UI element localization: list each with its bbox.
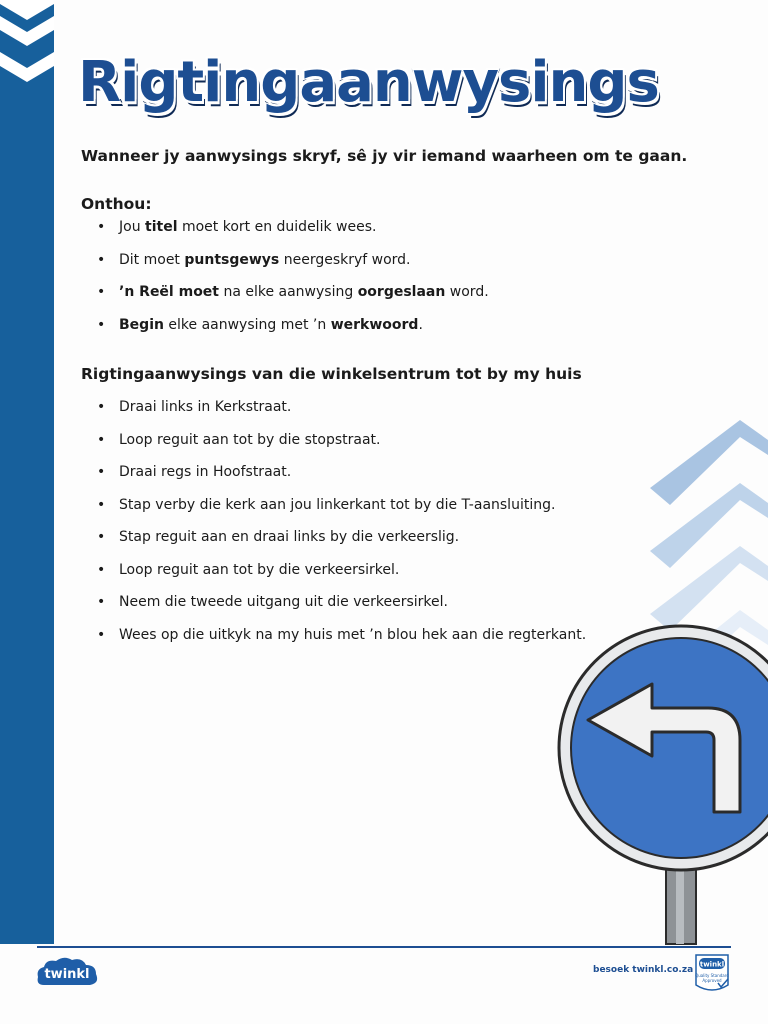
- badge-line1: Quality Standard: [695, 973, 729, 978]
- left-turn-arrow-sign-icon: [559, 626, 768, 944]
- list-item: • Dit moet puntsgewys neergeskryf word.: [81, 251, 489, 284]
- badge-line2: Approved: [702, 978, 722, 983]
- remember-heading: Onthou:: [81, 195, 152, 213]
- list-item: • Stap verby die kerk aan jou linkerkant tot by die T-aansluiting.: [81, 496, 586, 529]
- list-item: • Jou titel moet kort en duidelik wees.: [81, 218, 489, 251]
- page-title: Rigtingaanwysings: [78, 50, 659, 115]
- list-item: • Neem die tweede uitgang uit die verkeersirkel.: [81, 593, 586, 626]
- intro-text: Wanneer jy aanwysings skryf, sê jy vir iemand waarheen om te gaan.: [81, 147, 688, 165]
- list-item: • Loop reguit aan tot by die stopstraat.: [81, 431, 586, 464]
- chevron-up-decoration-icon: [650, 420, 768, 660]
- list-item: • ’n Reël moet na elke aanwysing oorgeslaan word.: [81, 283, 489, 316]
- list-item: • Wees op die uitkyk na my huis met ’n blou hek aan die regterkant.: [81, 626, 586, 659]
- badge-brand: twinkl: [699, 960, 725, 969]
- website-link[interactable]: besoek twinkl.co.za: [593, 965, 694, 975]
- list-item: • Draai regs in Hoofstraat.: [81, 463, 586, 496]
- list-item: • Draai links in Kerkstraat.: [81, 398, 586, 431]
- twinkl-logo[interactable]: [36, 955, 100, 989]
- footer-divider: [37, 946, 731, 948]
- list-item: • Stap reguit aan en draai links by die verkeerslig.: [81, 528, 586, 561]
- list-item: • Begin elke aanwysing met ’n werkwoord.: [81, 316, 489, 349]
- quality-badge-icon: [690, 951, 734, 995]
- list-item: • Loop reguit aan tot by die verkeersirkel.: [81, 561, 586, 594]
- logo-text: twinkl: [44, 967, 90, 982]
- directions-heading: Rigtingaanwysings van die winkelsentrum tot by my huis: [81, 365, 582, 383]
